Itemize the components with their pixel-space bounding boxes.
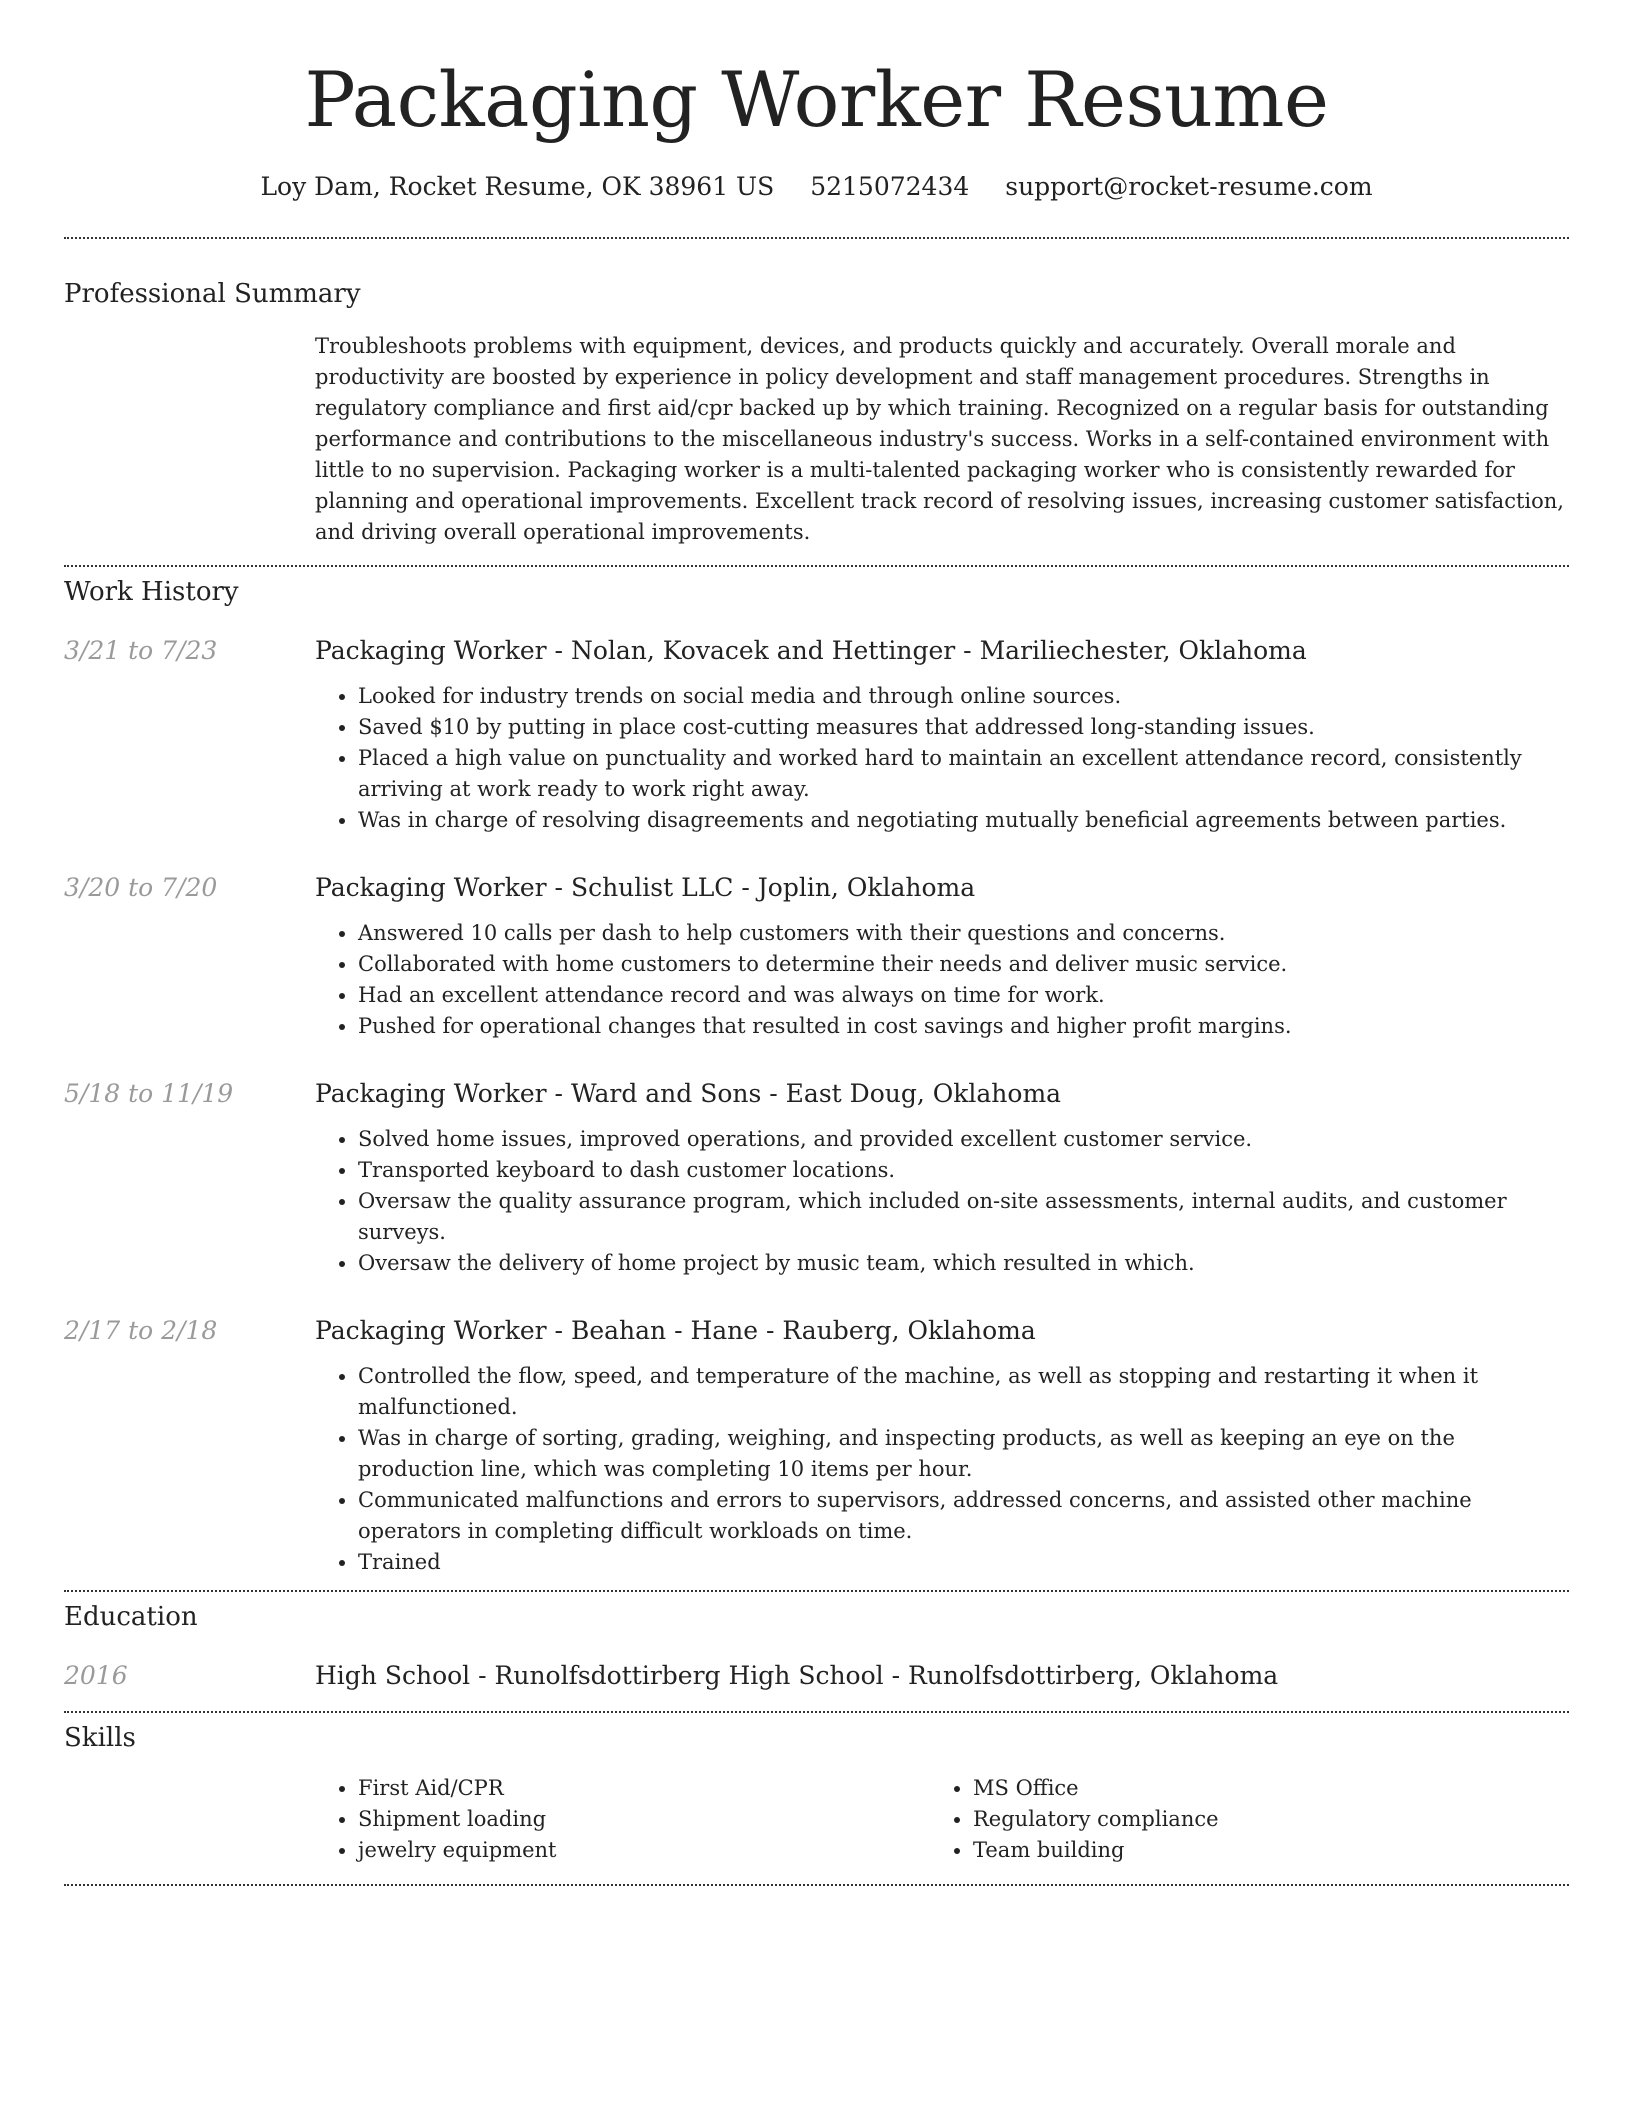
job-bullet: • Answered 10 calls per dash to help customers with their questions and concerns. [358,918,1569,949]
education-entry [64,1661,1569,1690]
resume-title: Packaging Worker Resume [304,55,1329,144]
job-title: Packaging Worker - Schulist LLC - Joplin, Oklahoma [315,873,976,902]
job-entry [64,1079,1569,1279]
skills-column-left [315,1773,930,1866]
job-dates: 3/20 to 7/20 [64,873,218,902]
job-bullet: • Had an excellent attendance record and was always on time for work. [358,980,1569,1011]
job-bullet: • Saved $10 by putting in place cost-cutting measures that addressed long-standing issues. [358,712,1569,743]
divider [64,1711,1569,1713]
divider [64,237,1569,239]
job-bullet: • Collaborated with home customers to determine their needs and deliver music service. [358,949,1569,980]
job-bullets [358,1124,1569,1279]
job-title: Packaging Worker - Beahan - Hane - Rauberg, Oklahoma [315,1316,1036,1345]
job-bullet: • Oversaw the quality assurance program, which included on-site assessments, internal audits, and customer surveys. [358,1186,1569,1248]
skills-list [315,1773,1569,1866]
job-bullets [358,681,1569,836]
section-title-skills: Skills [64,1723,136,1753]
job-bullet: • Placed a high value on punctuality and worked hard to maintain an excellent attendance record, consistently arriving at work ready to work right away. [358,743,1569,805]
job-bullet: • Transported keyboard to dash customer locations. [358,1155,1569,1186]
skill-item: • Shipment loading [358,1804,930,1835]
divider [64,1884,1569,1886]
job-bullet: • Pushed for operational changes that resulted in cost savings and higher profit margins. [358,1011,1569,1042]
job-bullet: • Looked for industry trends on social media and through online sources. [358,681,1569,712]
job-dates: 2/17 to 2/18 [64,1316,218,1345]
skill-item: • jewelry equipment [358,1835,930,1866]
section-title-education: Education [64,1602,198,1632]
job-entry [64,1316,1569,1578]
resume-page [64,0,1569,1886]
job-bullet: • Trained [358,1547,1569,1578]
job-dates: 5/18 to 11/19 [64,1079,234,1108]
skill-item: • Regulatory compliance [973,1804,1545,1835]
skill-item: • First Aid/CPR [358,1773,930,1804]
education-year: 2016 [64,1661,128,1690]
job-title: Packaging Worker - Ward and Sons - East Doug, Oklahoma [315,1079,1062,1108]
job-bullet: • Solved home issues, improved operations, and provided excellent customer service. [358,1124,1569,1155]
skill-item: • MS Office [973,1773,1545,1804]
job-bullets [358,918,1569,1042]
section-title-summary: Professional Summary [64,279,361,309]
job-dates: 3/21 to 7/23 [64,636,218,665]
summary-text: Troubleshoots problems with equipment, devices, and products quickly and accurately. Overall morale and productivity are boosted by experience in policy development and staff management procedures. Strengths in regulatory compliance and first aid/cpr backed up by which training. Recognized on a regular basis for outstanding performance and contributions to the miscellaneous industry's success. Works in a self-contained environment with little to no supervision. Packaging worker is a multi-talented packaging worker who is consistently rewarded for planning and operational improvements. Excellent track record of resolving issues, increasing customer satisfaction, and driving overall operational improvements. [315,334,1564,544]
section-title-work-history: Work History [64,577,239,607]
job-title: Packaging Worker - Nolan, Kovacek and Hettinger - Mariliechester, Oklahoma [315,636,1307,665]
job-bullet: • Was in charge of resolving disagreements and negotiating mutually beneficial agreements between parties. [358,805,1569,836]
job-bullets [358,1361,1569,1578]
contact-line [64,172,1569,201]
job-entry [64,636,1569,836]
job-bullet: • Communicated malfunctions and errors to supervisors, addressed concerns, and assisted other machine operators in completing difficult workloads on time. [358,1485,1569,1547]
skills-column-right [930,1773,1545,1866]
education-title: High School - Runolfsdottirberg High School - Runolfsdottirberg, Oklahoma [315,1661,1279,1690]
divider [64,1590,1569,1592]
job-entry [64,873,1569,1042]
job-bullet: • Oversaw the delivery of home project by music team, which resulted in which. [358,1248,1569,1279]
job-bullet: • Was in charge of sorting, grading, weighing, and inspecting products, as well as keeping an eye on the production line, which was completing 10 items per hour. [358,1423,1569,1485]
job-bullet: • Controlled the flow, speed, and temperature of the machine, as well as stopping and restarting it when it malfunctioned. [358,1361,1569,1423]
contact-email: support@rocket-resume.com [1005,172,1373,201]
divider [64,565,1569,567]
skill-item: • Team building [973,1835,1545,1866]
contact-address: Loy Dam, Rocket Resume, OK 38961 US [260,172,775,201]
contact-phone: 5215072434 [810,172,970,201]
